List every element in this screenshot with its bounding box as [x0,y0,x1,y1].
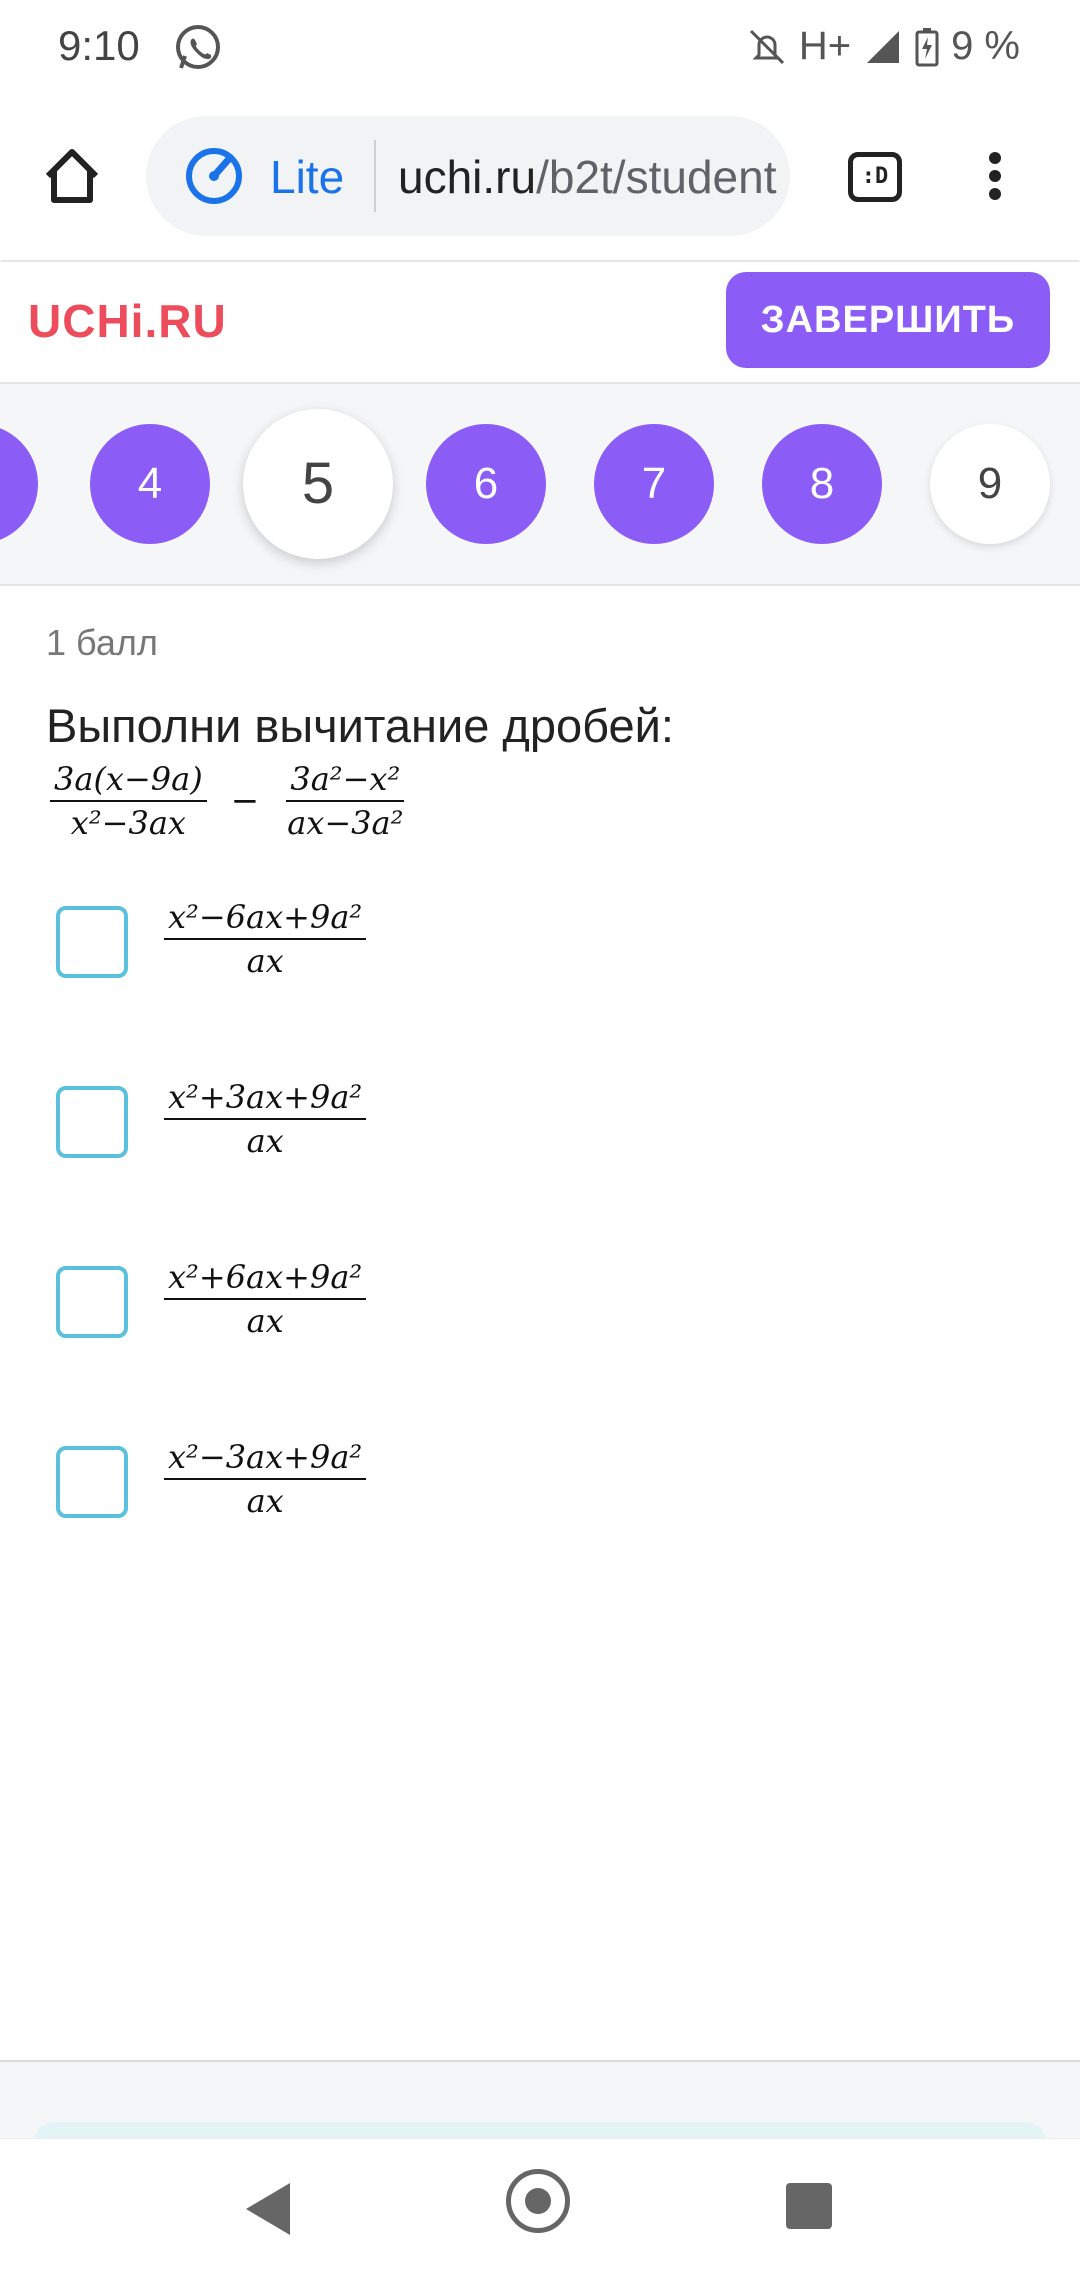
finish-button[interactable]: ЗАВЕРШИТЬ [726,272,1050,368]
question-number: 4 [137,459,163,508]
task-prompt: Выполни вычитание дробей: [46,699,674,752]
address-divider [374,140,376,212]
right-denominator: ax−3a² [287,804,404,842]
signal-icon [863,27,903,67]
question-nav-item[interactable] [0,424,38,544]
status-time: 9:10 [58,22,140,69]
recent-apps-icon[interactable] [786,2183,832,2229]
answer-fraction [164,1258,366,1340]
answer-numerator: x²−6ax+9a² [164,898,366,940]
answer-checkbox[interactable] [56,1446,128,1518]
network-type: H+ [798,24,852,68]
lite-label: Lite [270,151,345,203]
whatsapp-icon [172,22,224,74]
left-denominator: x²−3ax [70,804,186,842]
battery-percent: 9 % [951,24,1020,68]
answer-fraction [164,1438,366,1520]
question-nav-item[interactable] [594,424,714,544]
left-numerator: 3a(x−9a) [50,760,207,802]
site-logo[interactable]: UCHi.RU [28,295,227,347]
tab-switcher-button[interactable]: :D [848,152,902,202]
answer-denominator: ax [246,1482,284,1520]
question-nav-item[interactable] [90,424,210,544]
url-path: /b2t/student [536,151,777,203]
site-header [0,262,1080,384]
right-fraction [283,760,407,842]
battery-icon [915,27,939,67]
answer-option[interactable] [56,1078,956,1174]
answer-numerator: x²+3ax+9a² [164,1078,366,1120]
question-number: 9 [977,459,1003,508]
answer-checkbox[interactable] [56,1266,128,1338]
task-points: 1 балл [46,622,158,663]
address-bar[interactable] [146,116,790,236]
question-number: 5 [301,451,335,516]
lite-mode-icon [184,146,244,206]
answer-option[interactable] [56,1438,956,1534]
url-domain: uchi.ru [398,151,537,203]
right-numerator: 3a²−x² [286,760,404,802]
browser-toolbar [0,96,1080,260]
answer-numerator: x²−3ax+9a² [164,1438,366,1480]
question-nav-item[interactable] [762,424,882,544]
answer-option[interactable] [56,1258,956,1354]
question-nav-item[interactable] [930,424,1050,544]
question-navigation [0,384,1080,586]
mute-notifications-icon [747,27,787,67]
answer-checkbox[interactable] [56,1086,128,1158]
home-nav-dot [525,2188,551,2214]
answer-fraction [164,1078,366,1160]
operator: − [230,781,260,821]
more-menu-icon[interactable] [980,148,1010,208]
system-navigation-bar [0,2138,1080,2281]
answer-denominator: ax [246,1302,284,1340]
question-nav-item-current[interactable] [243,409,393,559]
back-icon[interactable] [246,2183,290,2235]
question-number: 6 [473,459,499,508]
url-text[interactable] [398,150,782,204]
answer-checkbox[interactable] [56,906,128,978]
question-nav-item[interactable] [426,424,546,544]
left-fraction [50,760,207,842]
answer-fraction [164,898,366,980]
answer-numerator: x²+6ax+9a² [164,1258,366,1300]
answer-denominator: ax [246,1122,284,1160]
question-number: 8 [809,459,835,508]
task-expression [50,760,407,842]
answer-denominator: ax [246,942,284,980]
home-icon[interactable] [40,144,104,208]
home-nav-icon[interactable] [506,2169,570,2233]
status-bar [0,0,1080,96]
status-indicators [747,24,1020,69]
answer-option[interactable] [56,898,956,994]
question-number: 7 [641,459,667,508]
